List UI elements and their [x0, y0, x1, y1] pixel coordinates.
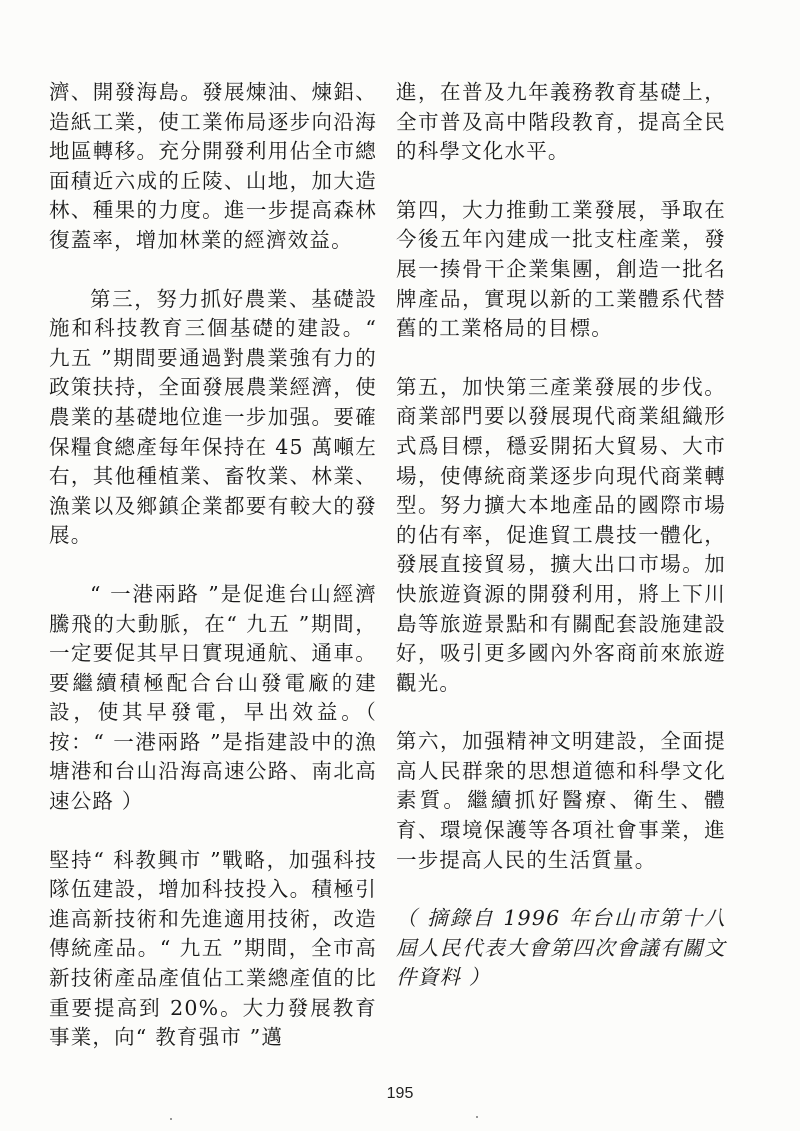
- paragraph-forestry: 濟、開發海島。發展煉油、煉鋁、造紙工業，使工業佈局逐步向沿海地區轉移。充分開發利用佔全市總面積近六成的丘陵、山地，加大造林、種果的力度。進一步提高森林復蓋率，增加林業的經濟效益。: [49, 80, 377, 252]
- paragraph-fourth-industry: 第四，大力推動工業發展，爭取在今後五年內建成一批支柱產業，發展一揍骨干企業集團，創造一批名牌產品，實現以新的工業體系代替舊的工業格局的目標。: [396, 197, 726, 341]
- scan-speck: [476, 1116, 478, 1118]
- paragraph-science-education: 堅持“ 科教興市 ”戰略，加强科技隊伍建設，增加科技投入。積極引進高新技術和先進適用技術，改造傳統產品。“ 九五 ”期間，全市高新技術產品產值佔工業總產值的比重要提高到 20%。大力發展教育事業，向“ 教育强市 ”邁: [49, 847, 377, 1050]
- page-number: 195: [386, 1085, 414, 1102]
- paragraph-sixth-civilization: 第六，加强精神文明建設，全面提高人民群衆的思想道德和科學文化素質。繼續抓好醫療、衛生、體育、環境保護等各項社會事業，進一步提高人民的生活質量。: [396, 729, 726, 872]
- paragraph-three-foundations: 第三，努力抓好農業、基礎設施和科技教育三個基礎的建設。“ 九五 ”期間要通過對農業強有力的政策扶持，全面發展農業經濟，使農業的基礎地位進一步加强。要確保糧食總產每年保持在 45 萬噸左右，其他種植業、畜牧業、林業、漁業以及鄉鎮企業都要有較大的發展。: [49, 286, 377, 548]
- left-column: [49, 78, 377, 1053]
- paragraph-education-continued: 進，在普及九年義務教育基礎上，全市普及高中階段教育，提高全民的科學文化水平。: [396, 80, 726, 164]
- paragraph-one-port-two-roads: “ 一港兩路 ”是促進台山經濟騰飛的大動脈，在“ 九五 ”期間，一定要促其早日實現通航、通車。要繼續積極配合台山發電廠的建設，使其早發電，早出效益。（ 按：“ 一港兩路 ”是指建設中的漁塘港和台山沿海高速公路、南北高速公路 ）: [49, 581, 377, 814]
- right-column: [396, 78, 726, 993]
- source-citation: （ 摘錄自 1996 年台山市第十八屆人民代表大會第四次會議有關文件資料 ）: [396, 906, 726, 990]
- scan-speck: [170, 1118, 172, 1120]
- paragraph-fifth-tertiary: 第五，加快第三產業發展的步伐。商業部門要以發展現代商業組織形式爲目標，穩妥開拓大貿易、大市場，使傳統商業逐步向現代商業轉型。努力擴大本地產品的國際市場的佔有率，促進貿工農技一體化，發展直接貿易，擴大出口市場。加快旅遊資源的開發利用，將上下川島等旅遊景點和有關配套設施建設好，吸引更多國內外客商前來旅遊觀光。: [396, 374, 726, 695]
